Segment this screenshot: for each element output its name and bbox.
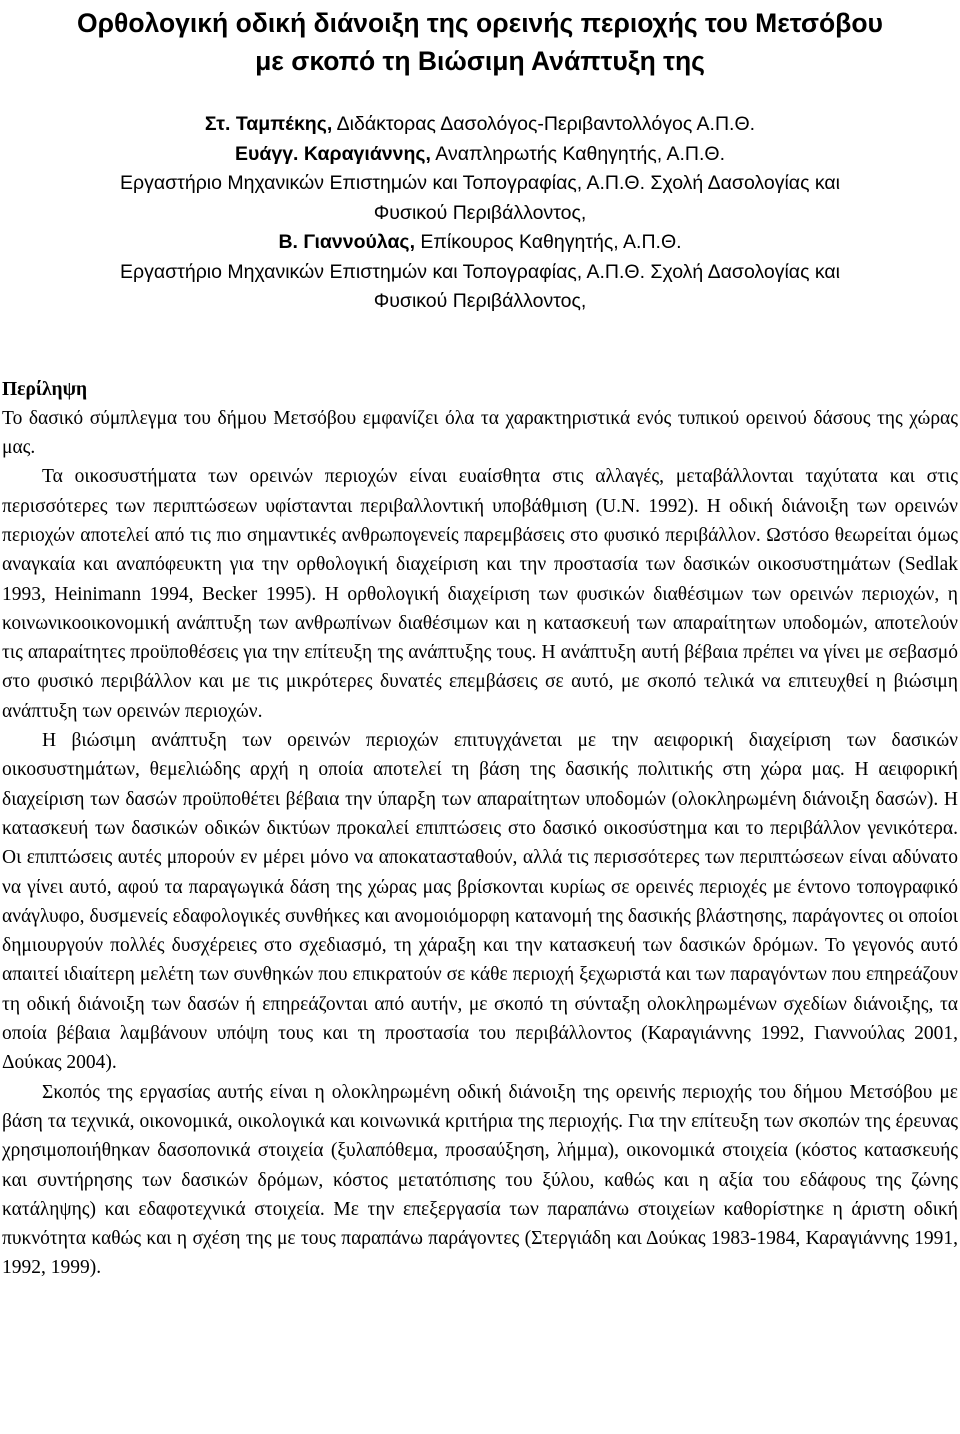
author-line [2,140,958,170]
abstract-heading: Περίληψη [2,378,88,400]
abstract-section [2,375,958,1283]
author-affiliation: Εργαστήριο Μηχανικών Επιστημών και Τοπογραφίας, Α.Π.Θ. Σχολή Δασολογίας και [119,172,841,194]
author-name: Ευάγγ. Καραγιάννης, [235,142,431,165]
author-line [2,199,958,229]
author-affiliation: Φυσικού Περιβάλλοντος, [373,201,587,224]
abstract-paragraph: Σκοπός της εργασίας αυτής είναι η ολοκληρωμένη οδική διάνοιξη της ορεινής περιοχής του δήμου Μετσόβου με βάση τα τεχνικά, οικονομικά, οικολογικά και κοινωνικά κριτήρια της περιοχής. Για την επίτευξη των σκοπών της έρευνας χρησιμοποιήθηκαν δασοπονικά στοιχεία (ξυλαπόθεμα, προσαύξηση, λήμμα), οικονομικά στοιχεία (κόστος κατασκευής και συντήρησης των δασικών δρόμων, κόστος μετατόπισης του ξύλου, καθώς και η αξία του εδάφους της ζώνης κατάληψης) και εδαφοτεχνικά στοιχεία. Με την επεξεργασία των παραπάνω στοιχείων καθορίστηκε η άριστη οδική πυκνότητα καθώς και η σχέση της με τους παραπάνω παράγοντες (Στεργιάδη και Δούκας 1983-1984, Καραγιάννης 1991, 1992, 1999). [2,1081,958,1279]
author-affiliation: Αναπληρωτής Καθηγητής, Α.Π.Θ. [430,142,725,165]
title-line-1: Ορθολογική οδική διάνοιξη της ορεινής περιοχής του Μετσόβου [77,8,883,38]
author-line [2,258,958,288]
author-line [2,228,958,258]
author-line [2,169,958,199]
author-affiliation: Διδάκτορας Δασολόγος-Περιβαντολλόγος Α.Π.Θ. [332,113,756,135]
author-line [2,110,958,140]
author-line [2,287,958,317]
paper-title [2,0,958,80]
author-name: Β. Γιαννούλας, [278,231,415,253]
author-affiliation: Εργαστήριο Μηχανικών Επιστημών και Τοπογραφίας, Α.Π.Θ. Σχολή Δασολογίας και [119,260,841,283]
abstract-paragraph: Το δασικό σύμπλεγμα του δήμου Μετσόβου εμφανίζει όλα τα χαρακτηριστικά ενός τυπικού ορεινού δάσους της χώρας μας. [2,407,958,459]
author-affiliation: Φυσικού Περιβάλλοντος, [373,290,587,312]
author-block [2,110,958,317]
author-affiliation: Επίκουρος Καθηγητής, Α.Π.Θ. [415,231,682,253]
abstract-paragraph: Η βιώσιμη ανάπτυξη των ορεινών περιοχών επιτυγχάνεται με την αειφορική διαχείριση των δασικών οικοσυστημάτων, θεμελιώδης αρχή η οποία αποτελεί τη βάση της δασικής πολιτικής στη χώρα μας. Η αειφορική διαχείριση των δασών προϋποθέτει βέβαια την ύπαρξη των απαραίτητων υποδομών (ολοκληρωμένη διάνοιξη δασών). Η κατασκευή των δασικών οδικών δικτύων προκαλεί επιπτώσεις στο δασικό οικοσύστημα και το περιβάλλον γενικότερα. Οι επιπτώσεις αυτές μπορούν εν μέρει μόνο να αποκατασταθούν, αλλά τις περισσότερες των περιπτώσεων είναι αδύνατο να γίνει αυτό, αφού τα παραγωγικά δάση της χώρας μας βρίσκονται κυρίως σε ορεινές περιοχές με έντονο τοπογραφικό ανάγλυφο, δυσμενείς εδαφολογικές συνθήκες και ανομοιόμορφη κατανομή της δασικής βλάστησης, παράγοντες οι οποίοι δημιουργούν πολλές δυσχέρειες στο σχεδιασμό, τη χάραξη και την κατασκευή των δασικών δρόμων. Το γεγονός αυτό απαιτεί ιδιαίτερη μελέτη των συνθηκών που επικρατούν σε κάθε περιοχή ξεχωριστά και των παραγόντων που επηρεάζουν τη οδική διάνοιξη των δασών ή επηρεάζονται από αυτήν, με σκοπό τη σύνταξη ολοκληρωμένων σχεδίων διάνοιξης, τα οποία βέβαια λαμβάνουν υπόψη τους και τη προστασία του περιβάλλοντος (Καραγιάννης 1992, Γιαννούλας 2001, Δούκας 2004). [2,730,958,1074]
title-line-2: με σκοπό τη Βιώσιμη Ανάπτυξη της [255,46,705,76]
author-name: Στ. Ταμπέκης, [204,113,333,135]
abstract-paragraph: Τα οικοσυστήματα των ορεινών περιοχών είναι ευαίσθητα στις αλλαγές, μεταβάλλονται ταχύτατα και στις περισσότερες των περιπτώσεων υφίστανται περιβαλλοντική υποβάθμιση (U.N. 1992). Η οδική διάνοιξη των ορεινών περιοχών αποτελεί από τις πιο σημαντικές ανθρωπογενείς παρεμβάσεις στο φυσικό περιβάλλον. Ωστόσο θεωρείται όμως αναγκαία και αναπόφευκτη για την ορθολογική διαχείριση και την προστασία των δασικών οικοσυστημάτων (Sedlak 1993, Heinimann 1994, Becker 1995). Η ορθολογική διαχείριση των φυσικών διαθέσιμων των ορεινών περιοχών, η κοινωνικοοικονομική ανάπτυξη των ανθρωπίνων διαθέσιμων και η κατασκευή των απαραίτητων υποδομών, αποτελούν τις απαραίτητες προϋποθέσεις για την επίτευξη της ανάπτυξης τους. Η ανάπτυξη αυτή βέβαια πρέπει να γίνει με σεβασμό στο φυσικό περιβάλλον και με τις μικρότερες δυνατές επεμβάσεις σε αυτό, με σκοπό τελικά να επιτευχθεί η βιώσιμη ανάπτυξη των ορεινών περιοχών. [2,466,958,722]
